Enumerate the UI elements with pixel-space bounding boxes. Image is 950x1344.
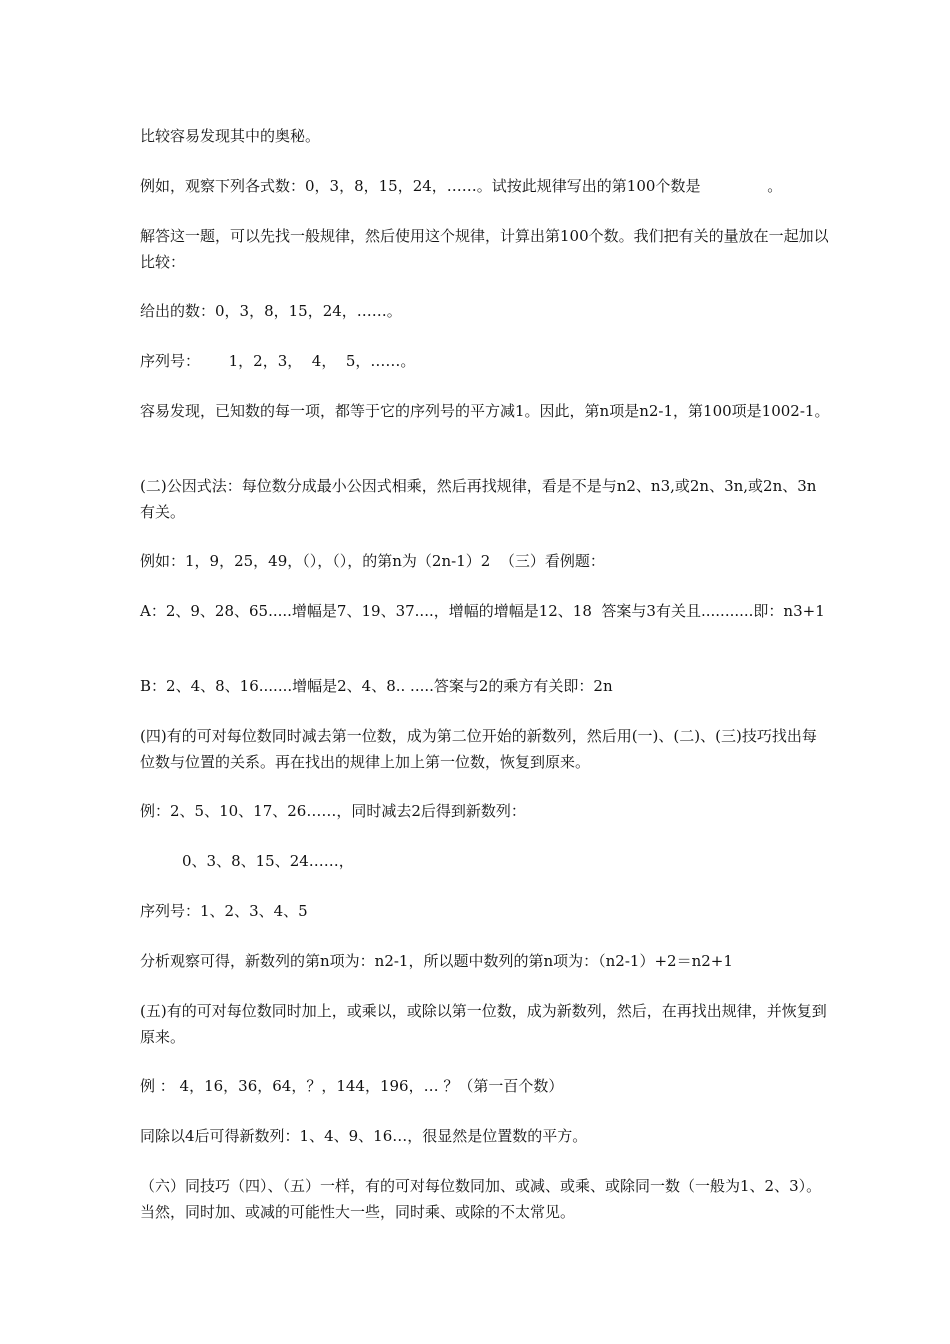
paragraph-given-numbers: 给出的数：0，3，8，15，24，……。	[140, 302, 402, 320]
paragraph-method-two: (二)公因式法：每位数分成最小公因式相乘，然后再找规律，看是不是与n2、n3,或2n、3n,或2n、3n有关。	[140, 477, 817, 521]
paragraph-method-five: (五)有的可对每位数同时加上，或乘以，或除以第一位数，成为新数列，然后，在再找出规律，并恢复到原来。	[140, 1002, 827, 1046]
paragraph-intro: 比较容易发现其中的奥秘。	[140, 127, 321, 145]
paragraph-example-a: A：2、9、28、65.....增幅是7、19、37....，增幅的增幅是12、18 答案与3有关且...........即：n3+1	[140, 602, 825, 620]
paragraph-example-question: 例如，观察下列各式数：0，3，8，15，24，……。试按此规律写出的第100个数是 。	[140, 177, 783, 195]
paragraph-division-result: 同除以4后可得新数列：1、4、9、16…，很显然是位置数的平方。	[140, 1127, 588, 1145]
paragraph-solution: 解答这一题，可以先找一般规律，然后使用这个规律，计算出第100个数。我们把有关的量放在一起加以比较：	[140, 227, 829, 271]
paragraph-example-five: 例 ： 4，16，36，64，？，144，196，… ？（第一百个数）	[140, 1077, 564, 1095]
paragraph-example-four: 例：2、5、10、17、26……，同时减去2后得到新数列：	[140, 802, 526, 820]
paragraph-new-sequence: 0、3、8、15、24……，	[182, 852, 354, 870]
paragraph-sequence-index: 序列号： 1，2，3， 4， 5，……。	[140, 352, 416, 370]
paragraph-analysis: 分析观察可得，新数列的第n项为：n2-1，所以题中数列的第n项为：（n2-1）+2＝n2+1	[140, 952, 733, 970]
paragraph-example-two: 例如：1，9，25，49，（），（），的第n为（2n-1）2 （三）看例题：	[140, 552, 605, 570]
paragraph-sequence-index-two: 序列号：1、2、3、4、5	[140, 902, 308, 920]
paragraph-method-four: (四)有的可对每位数同时减去第一位数，成为第二位开始的新数列，然后用(一)、(二)、(三)技巧找出每位数与位置的关系。再在找出的规律上加上第一位数，恢复到原来。	[140, 727, 817, 771]
paragraph-observation: 容易发现，已知数的每一项，都等于它的序列号的平方减1。因此，第n项是n2-1，第100项是1002-1。	[140, 402, 830, 420]
paragraph-example-b: B：2、4、8、16.......增幅是2、4、8.. .....答案与2的乘方有关即：2n	[140, 677, 613, 695]
paragraph-method-six: （六）同技巧（四）、（五）一样，有的可对每位数同加、或减、或乘、或除同一数（一般为1、2、3）。当然，同时加、或减的可能性大一些，同时乘、或除的不太常见。	[140, 1177, 822, 1221]
